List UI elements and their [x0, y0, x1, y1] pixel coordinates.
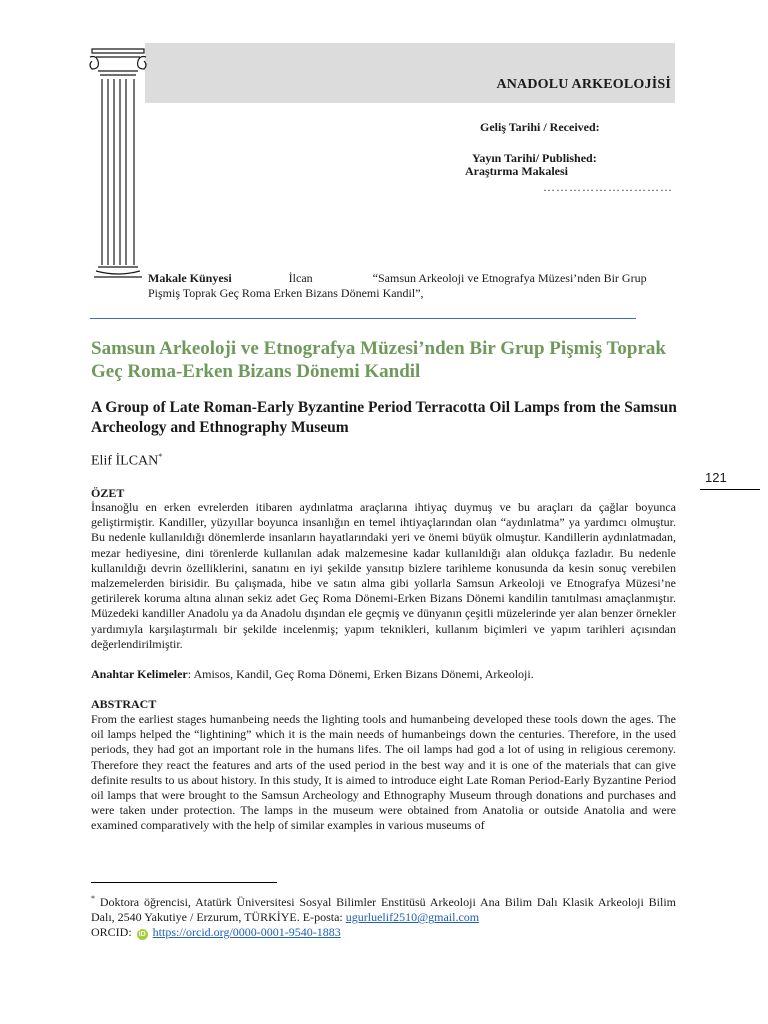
author-footnote-mark: * [158, 452, 163, 461]
orcid-icon: iD [138, 931, 146, 939]
abstract-text: From the earliest stages humanbeing needs the lighting tools and humanbeing developed these tools down the ages. The oil lamps helped the “lightining” which it is the main needs of humanbeings down the centuries. Therefore, in the used periods, they had got an important role in the humans lifes. The oil lamps had god a lot of using in religious ceremony. Therefore they react the features and arts of the used period in the best way and it is one of the materials that can give definite results to us about history. In this study, It is aimed to introduce eight Late Roman Period-Early Byzantine Period oil lamps that were brought to the Samsun Archeology and Ethnography Museum through donations and purchases and were taken under protection. The lamps in the museum were obtained from Anatolia or outside Anatolia and were examined comparatively with the help of similar examples in various museums of [91, 712, 676, 833]
citation-author: İlcan [288, 271, 313, 285]
dotted-line: ………………………… [543, 180, 673, 194]
author-name [91, 452, 162, 470]
keywords-label: Anahtar Kelimeler [91, 667, 188, 681]
author-text: Elif İLCAN [91, 453, 159, 469]
footnote-text: Doktora öğrencisi, Atatürk Üniversitesi Sosyal Bilimler Enstitüsü Arkeoloji Ana Bilim Dalı Klasik Arkeoloji Bilim Dalı, 2540 Yakutiye / Erzurum, TÜRKİYE. E-posta: [91, 895, 676, 925]
citation-divider [90, 318, 636, 319]
footnote-mark: * [91, 894, 95, 903]
abstract-heading: ABSTRACT [91, 697, 157, 711]
orcid-label: ORCID: [91, 925, 132, 940]
citation-label: Makale Künyesi [148, 271, 232, 285]
citation-text: “Samsun Arkeoloji ve Etnografya Müzesi’nden Bir Grup Pişmiş Toprak Geç Roma Erken Bizans Dönemi Kandil”, [148, 271, 647, 300]
article-type: Araştırma Makalesi [465, 164, 568, 178]
column-logo-icon [88, 43, 148, 293]
page-number: 121 [705, 470, 727, 485]
header-band [145, 43, 675, 103]
published-label: Yayın Tarihi/ Published: [472, 151, 597, 165]
journal-title: ANADOLU ARKEOLOJİSİ [496, 77, 671, 92]
orcid-link[interactable]: https://orcid.org/0000-0001-9540-1883 [152, 925, 341, 940]
footnote [91, 891, 676, 941]
received-label: Geliş Tarihi / Received: [480, 120, 600, 134]
email-link[interactable]: ugurluelif2510@gmail.com [345, 910, 480, 925]
keywords-line [91, 667, 676, 682]
page-number-rule [700, 489, 760, 490]
title-turkish: Samsun Arkeoloji ve Etnografya Müzesi’nden Bir Grup Pişmiş Toprak Geç Roma-Erken Bizans Dönemi Kandil [91, 338, 666, 382]
title-english: A Group of Late Roman-Early Byzantine Period Terracotta Oil Lamps from the Samsun Archeology and Ethnography Museum [91, 399, 677, 436]
ozet-heading: ÖZET [91, 486, 125, 500]
keywords-values: : Amisos, Kandil, Geç Roma Dönemi, Erken Bizans Dönemi, Arkeoloji. [187, 667, 534, 681]
footnote-rule [91, 882, 277, 883]
article-citation [148, 271, 678, 301]
ozet-text: İnsanoğlu en erken evrelerden itibaren aydınlatma araçlarına ihtiyaç duymuş ve bu araçları da çağlar boyunca geliştirmiştir. Kandiller, yüzyıllar boyunca insanlığın en temel ihtiyaçlarından olan “aydınlatma” ya yardımcı olmuştur. Bu nedenle kullanıldığı dönemlerde insanların hayatlarındaki yeri ve önemi büyük olmuştur. Kandillerin aydınlatmadan, mezar hediyesine, dini törenlerde kullanılan adak malzemesine kadar kullanıldığı alan oldukça fazladır. Bu nedenle kullanıldığı devrin özelliklerini, sanatını en iyi şekilde yansıtıp bizlere tarihleme konusunda da kesin sonuç verebilen malzemelerden birisidir. Bu çalışmada, hibe ve satın alma gibi yollarla Samsun Arkeoloji ve Etnografya Müzesi’ne getirilerek koruma altına alınan sekiz adet Geç Roma Dönemi-Erken Bizans Dönemi kandilin tanıtılması amaçlanmıştır. Müzedeki kandiller Anadolu ya da Anadolu dışından ele geçmiş ve dünyanın çeşitli müzelerinde yer alan benzer örnekler yardımıyla karşılaştırmalı bir şekilde incelenmiş; yapım teknikleri, kullanım biçimleri ve yapım tarihleri açısından değerlendirilmiştir. [91, 500, 676, 651]
